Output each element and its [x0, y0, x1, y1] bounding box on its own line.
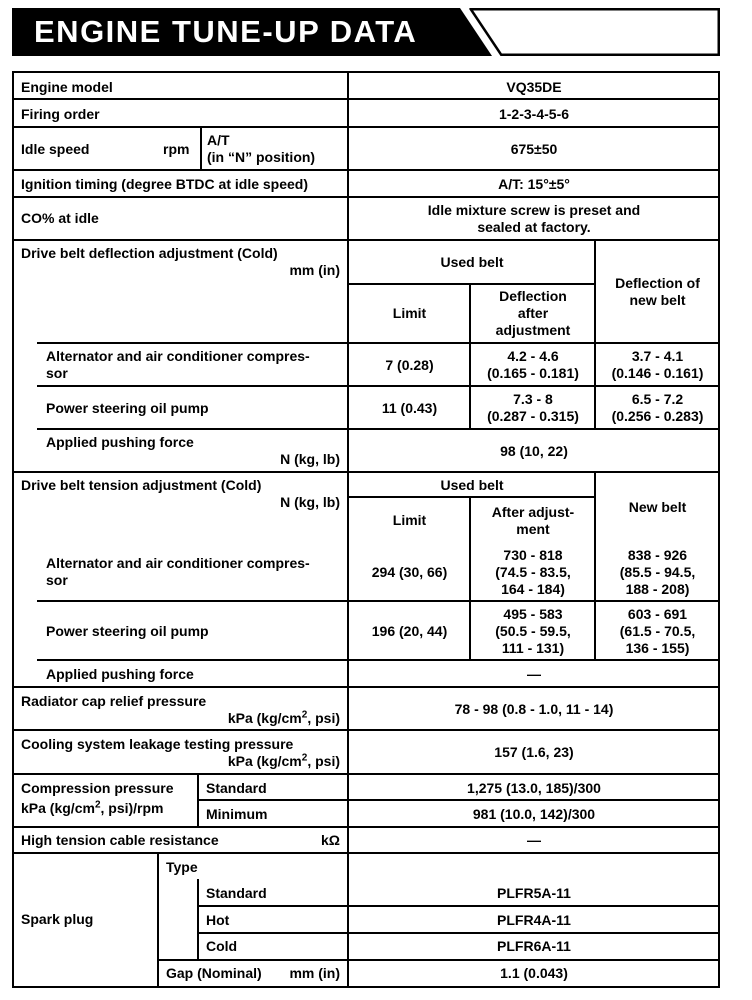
- tension-section-label: Drive belt tension adjustment (Cold): [21, 477, 262, 493]
- deflection-section-label: Drive belt deflection adjustment (Cold): [21, 245, 278, 261]
- tension-after-header-line2: ment: [516, 521, 550, 537]
- tension-alternator-new-line1: 838 - 926: [627, 547, 688, 563]
- tension-alternator-label-line1: Alternator and air conditioner compres-: [46, 555, 310, 571]
- spark-plug-cold-label: Cold: [206, 938, 238, 954]
- deflection-alternator-label-line2: sor: [46, 365, 68, 381]
- spark-plug-hot-label: Hot: [206, 912, 230, 928]
- tension-alternator-new-line2: (85.5 - 94.5,: [619, 564, 696, 580]
- deflection-power-steering-new-line2: (0.256 - 0.283): [611, 408, 704, 424]
- tension-power-steering-limit: 196 (20, 44): [371, 623, 448, 639]
- tension-new-belt-header: New belt: [628, 499, 687, 515]
- idle-speed-unit: rpm: [163, 141, 190, 157]
- deflection-power-steering-after-line2: (0.287 - 0.315): [487, 408, 579, 424]
- tension-alternator-new-line3: 188 - 208): [625, 581, 690, 597]
- ht-cable-label: High tension cable resistance: [21, 832, 219, 848]
- spark-plug-cold-value: PLFR6A-11: [497, 938, 571, 954]
- co-idle-value-line1: Idle mixture screw is preset and: [427, 202, 641, 218]
- tension-power-steering-new-line2: (61.5 - 70.5,: [619, 623, 696, 639]
- deflection-power-steering-after-line1: 7.3 - 8: [513, 391, 553, 407]
- idle-speed-condition: A/T: [207, 132, 230, 148]
- deflection-new-belt-header-line2: new belt: [629, 292, 686, 308]
- idle-speed-label: Idle speed: [21, 141, 90, 157]
- tension-power-steering-after-line3: 111 - 131): [501, 640, 565, 656]
- tension-used-belt-header: Used belt: [440, 477, 504, 493]
- spark-plug-label: Spark plug: [21, 911, 94, 927]
- deflection-used-belt-header: Used belt: [440, 254, 504, 270]
- deflection-limit-header: Limit: [392, 305, 427, 321]
- tension-alternator-label-line2: sor: [46, 572, 68, 588]
- spark-plug-hot-value: PLFR4A-11: [497, 912, 571, 928]
- deflection-power-steering-label: Power steering oil pump: [46, 400, 209, 416]
- engine-model-value: VQ35DE: [506, 79, 562, 95]
- tension-power-steering-new-line3: 136 - 155): [625, 640, 690, 656]
- deflection-alternator-new-line2: (0.146 - 0.161): [611, 365, 704, 381]
- cooling-leak-label: Cooling system leakage testing pressure: [21, 736, 294, 752]
- tension-power-steering-after-line2: (50.5 - 59.5,: [495, 623, 571, 639]
- deflection-power-steering-limit: 11 (0.43): [381, 400, 438, 416]
- compression-standard-value: 1,275 (13.0, 185)/300: [467, 780, 601, 796]
- spark-plug-standard-label: Standard: [206, 885, 267, 901]
- radiator-cap-value: 78 - 98 (0.8 - 1.0, 11 - 14): [454, 701, 614, 717]
- co-idle-value-line2: sealed at factory.: [477, 219, 591, 235]
- tension-pushing-force-value: —: [527, 666, 541, 682]
- deflection-alternator-after-line2: (0.165 - 0.181): [487, 365, 579, 381]
- engine-model-label: Engine model: [21, 79, 113, 95]
- tension-alternator-limit: 294 (30, 66): [371, 564, 448, 580]
- compression-standard-label: Standard: [206, 780, 267, 796]
- spark-plug-gap-label: Gap (Nominal): [166, 965, 262, 981]
- firing-order-value: 1-2-3-4-5-6: [498, 106, 570, 122]
- tension-alternator-after-line1: 730 - 818: [503, 547, 563, 563]
- idle-speed-condition-position: (in “N” position): [207, 149, 316, 165]
- deflection-after-header-line2: after: [517, 305, 549, 321]
- idle-speed-value: 675±50: [510, 141, 558, 157]
- compression-label: Compression pressure: [21, 780, 174, 796]
- deflection-pushing-force-value: 98 (10, 22): [500, 443, 568, 459]
- cooling-leak-unit: kPa ($kg/cm^2$, psi): [227, 752, 340, 769]
- tension-alternator-after-line2: (74.5 - 83.5,: [495, 564, 571, 580]
- spark-plug-gap-unit: mm (in): [289, 965, 340, 981]
- deflection-new-belt-header-line1: Deflection of: [615, 275, 700, 291]
- deflection-power-steering-new-line1: 6.5 - 7.2: [631, 391, 684, 407]
- page-title: ENGINE TUNE-UP DATA: [12, 8, 459, 56]
- deflection-pushing-force-unit: N (kg, lb): [280, 451, 340, 467]
- compression-unit: kPa ($kg/cm^2$, psi)/rpm: [21, 799, 164, 816]
- deflection-after-header-line3: adjustment: [495, 322, 571, 338]
- spark-plug-type-label: Type: [166, 859, 198, 875]
- tension-power-steering-after-line1: 495 - 583: [503, 606, 563, 622]
- tune-up-data-table: [12, 71, 720, 988]
- ht-cable-value: —: [527, 832, 541, 848]
- deflection-alternator-after-line1: 4.2 - 4.6: [507, 348, 559, 364]
- tension-power-steering-new-line1: 603 - 691: [627, 606, 688, 622]
- deflection-after-header-line1: Deflection: [499, 288, 567, 304]
- ignition-timing-label: Ignition timing (degree BTDC at idle speed): [21, 176, 309, 192]
- tension-power-steering-label: Power steering oil pump: [46, 623, 209, 639]
- tension-limit-header: Limit: [392, 512, 427, 528]
- spark-plug-gap-value: 1.1 (0.043): [500, 965, 568, 981]
- deflection-alternator-new-line1: 3.7 - 4.1: [631, 348, 684, 364]
- tension-after-header-line1: After adjust-: [491, 504, 575, 520]
- compression-minimum-label: Minimum: [206, 806, 268, 822]
- deflection-alternator-limit: 7 (0.28): [385, 357, 434, 373]
- tension-unit: N (kg, lb): [280, 494, 340, 510]
- tension-pushing-force-label: Applied pushing force: [46, 666, 194, 682]
- ht-cable-unit: kΩ: [320, 832, 340, 848]
- ignition-timing-value: A/T: 15°±5°: [498, 176, 570, 192]
- compression-minimum-value: 981 (10.0, 142)/300: [472, 806, 596, 822]
- tension-alternator-after-line3: 164 - 184): [501, 581, 565, 597]
- deflection-pushing-force-label: Applied pushing force: [46, 434, 194, 450]
- title-banner-decoration: [440, 8, 720, 56]
- spark-plug-standard-value: PLFR5A-11: [497, 885, 571, 901]
- co-idle-label: CO% at idle: [21, 210, 99, 226]
- firing-order-label: Firing order: [21, 106, 100, 122]
- radiator-cap-unit: kPa ($kg/cm^2$, psi): [227, 709, 340, 726]
- deflection-unit: mm (in): [289, 262, 340, 278]
- deflection-alternator-label-line1: Alternator and air conditioner compres-: [46, 348, 310, 364]
- cooling-leak-value: 157 (1.6, 23): [494, 744, 574, 760]
- radiator-cap-label: Radiator cap relief pressure: [21, 693, 207, 709]
